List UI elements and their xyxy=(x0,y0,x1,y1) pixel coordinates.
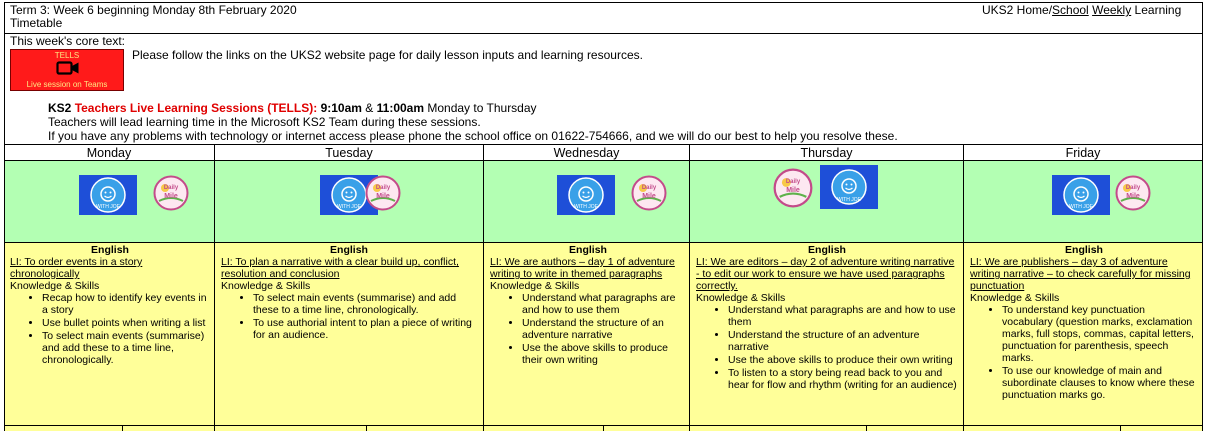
english-cell-tuesday xyxy=(221,244,477,431)
column-divider xyxy=(963,144,964,431)
heading-school: School xyxy=(1052,3,1089,17)
subject-title: English xyxy=(91,244,129,256)
list-item: • To use our knowledge of main and subordinate clauses to know where these punctuation marks go. xyxy=(1002,365,1198,401)
learning-intention: LI: To plan a narrative with a clear build up, conflict, resolution and conclusion xyxy=(221,256,459,280)
day-header-tuesday: Tuesday xyxy=(325,146,373,160)
skills-list xyxy=(10,292,210,366)
list-item: • Recap how to identify key events in a story xyxy=(42,292,210,316)
joy-badge-text: WITH JOE xyxy=(96,204,120,210)
term-title xyxy=(10,4,610,30)
subject-title: English xyxy=(1065,244,1103,256)
session-time-1: 9:10am xyxy=(320,101,362,115)
joy-badge-text: WITH JOE xyxy=(574,204,598,210)
learning-intention: LI: We are editors – day 2 of adventure writing narrative - to edit our work to ensure we have used paragraphs correctly. xyxy=(696,256,955,292)
page-heading-right xyxy=(982,4,1204,17)
session-days: Monday to Thursday xyxy=(427,101,537,115)
sessions-info-line: Teachers will lead learning time in the Microsoft KS2 Team during these sessions. xyxy=(48,115,481,129)
mile-badge-bottom: Mile xyxy=(376,193,390,200)
daily-mile-icon[interactable] xyxy=(773,168,813,208)
list-item: • To use authorial intent to plan a piece of writing for an audience. xyxy=(253,317,477,341)
table-divider xyxy=(4,33,1203,34)
table-border-right xyxy=(1202,2,1203,431)
tells-badge-bottom: Live session on Teams xyxy=(26,80,108,89)
english-cell-monday xyxy=(10,244,210,431)
day-header-monday: Monday xyxy=(86,146,132,160)
day-header-thursday: Thursday xyxy=(800,146,853,160)
table-divider xyxy=(4,144,1203,145)
mile-badge-bottom: Mile xyxy=(1126,193,1140,200)
pe-with-joe-icon[interactable] xyxy=(79,175,137,215)
list-item: • Use the above skills to produce their own writing xyxy=(728,354,958,366)
list-item: • Use the above skills to produce their own writing xyxy=(522,342,686,366)
joy-badge-text: WITH JOE xyxy=(1069,204,1093,210)
column-divider xyxy=(689,144,690,431)
skills-label: Knowledge & Skills xyxy=(696,292,786,304)
english-cell-friday xyxy=(970,244,1198,431)
skills-label: Knowledge & Skills xyxy=(490,280,580,292)
tells-live-session-badge[interactable] xyxy=(10,49,124,91)
mile-badge-bottom: Mile xyxy=(164,193,178,200)
core-message: Please follow the links on the UKS2 website page for daily lesson inputs and learning resources. xyxy=(132,48,643,62)
live-sessions-title: Teachers Live Learning Sessions xyxy=(74,101,264,115)
skills-label: Knowledge & Skills xyxy=(970,292,1060,304)
table-border-left xyxy=(4,2,5,431)
learning-intention: LI: We are authors – day 1 of adventure writing to write in themed paragraphs xyxy=(490,256,675,280)
skills-label: Knowledge & Skills xyxy=(10,280,100,292)
learning-intention: LI: We are publishers – day 3 of adventure writing narrative – to check carefully for missing punctuation xyxy=(970,256,1191,292)
joy-badge-text: WITH JOE xyxy=(337,204,361,210)
tells-label: (TELLS): xyxy=(267,101,318,115)
english-cell-wednesday xyxy=(490,244,686,431)
day-header-wednesday: Wednesday xyxy=(553,146,620,160)
heading-weekly: Weekly xyxy=(1092,3,1132,17)
learning-intention: LI: To order events in a story chronologically xyxy=(10,256,143,280)
pe-with-joe-icon[interactable] xyxy=(557,175,615,215)
table-divider xyxy=(4,425,1203,426)
table-divider xyxy=(4,160,1203,161)
table-border-top xyxy=(4,2,1203,3)
list-item: • Understand the structure of an adventure narrative xyxy=(522,317,686,341)
table-divider xyxy=(4,242,1203,243)
tells-badge-top: TELLS xyxy=(54,51,80,60)
daily-mile-icon[interactable] xyxy=(365,175,401,211)
english-cell-thursday xyxy=(696,244,958,431)
day-header-friday: Friday xyxy=(1065,146,1101,160)
joy-badge-text: WITH JOE xyxy=(837,197,861,203)
pe-with-joe-icon[interactable] xyxy=(820,165,878,209)
session-amp: & xyxy=(365,101,374,115)
mile-badge-top: Daily xyxy=(641,185,657,191)
video-camera-icon xyxy=(56,60,80,81)
live-sessions-line xyxy=(48,102,537,115)
daily-mile-icon[interactable] xyxy=(1115,175,1151,211)
list-item: • To listen to a story being read back to you and hear for flow and rhythm (writing for an audience) xyxy=(728,367,958,391)
term-line: Term 3: Week 6 beginning Monday 8th February 2020 xyxy=(10,3,297,17)
skills-label: Knowledge & Skills xyxy=(221,280,311,292)
subject-title: English xyxy=(330,244,368,256)
heading-prefix: UKS2 Home/ xyxy=(982,3,1053,17)
support-contact-line: If you have any problems with technology or internet access please phone the school office on 01622-754666, and we will do our best to help you resolve these. xyxy=(48,129,898,143)
pe-with-joe-icon[interactable] xyxy=(1052,175,1110,215)
mile-badge-bottom: Mile xyxy=(642,193,656,200)
daily-mile-icon[interactable] xyxy=(153,175,189,211)
list-item: • To understand key punctuation vocabulary (question marks, exclamation marks, full stops, commas, capital letters, punctuation for parenthesis, speech marks. xyxy=(1002,304,1198,364)
ks2-label: KS2 xyxy=(48,101,72,115)
subject-title: English xyxy=(808,244,846,256)
skills-list xyxy=(696,304,958,391)
mile-badge-top: Daily xyxy=(163,185,179,191)
heading-suffix: Learning xyxy=(1134,3,1182,17)
skills-list xyxy=(490,292,686,366)
list-item: • To select main events (summarise) and add these to a time line, chronologically. xyxy=(253,292,477,316)
skills-list xyxy=(970,304,1198,401)
list-item: • Use bullet points when writing a list xyxy=(42,317,210,329)
column-divider xyxy=(214,144,215,431)
core-text-label: This week's core text: xyxy=(10,34,125,48)
list-item: • Understand what paragraphs are and how to use them xyxy=(728,304,958,328)
column-divider xyxy=(483,144,484,431)
daily-mile-icon[interactable] xyxy=(631,175,667,211)
mile-badge-top: Daily xyxy=(785,179,801,185)
mile-badge-top: Daily xyxy=(375,185,391,191)
session-time-2: 11:00am xyxy=(376,101,425,115)
skills-list xyxy=(221,292,477,341)
mile-badge-top: Daily xyxy=(1125,185,1141,191)
timetable-word: Timetable xyxy=(10,16,63,30)
subject-title: English xyxy=(569,244,607,256)
list-item: • Understand what paragraphs are and how to use them xyxy=(522,292,686,316)
mile-badge-bottom: Mile xyxy=(786,187,800,194)
list-item: • Understand the structure of an adventure narrative xyxy=(728,329,958,353)
list-item: • To select main events (summarise) and add these to a time line, chronologically. xyxy=(42,330,210,366)
